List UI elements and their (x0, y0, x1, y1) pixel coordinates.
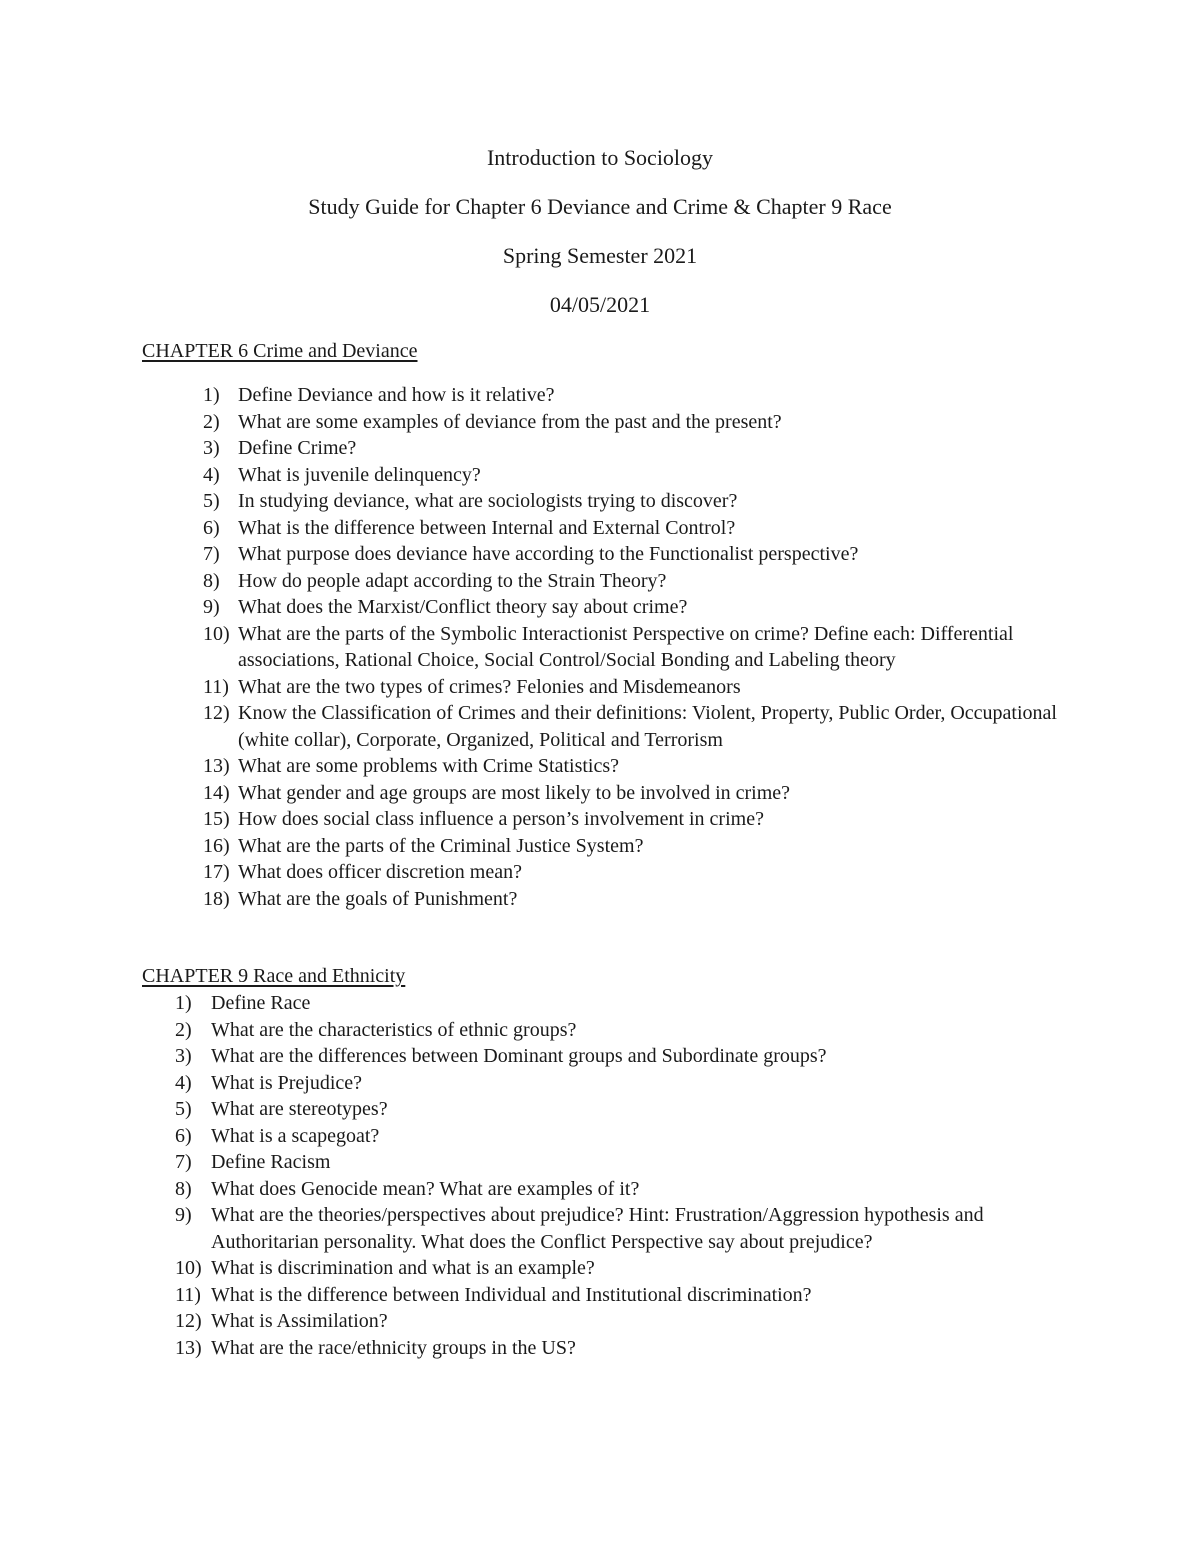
question-item (203, 780, 1063, 807)
question-text: What does Genocide mean? What are examples of it? (211, 1177, 640, 1200)
question-item (175, 1017, 1055, 1044)
question-text: In studying deviance, what are sociologists trying to discover? (238, 490, 738, 512)
question-text: What is the difference between Internal and External Control? (238, 516, 736, 539)
question-text: What is discrimination and what is an example? (211, 1257, 595, 1279)
question-item (175, 1202, 1055, 1255)
question-text: What gender and age groups are most likely to be involved in crime? (238, 781, 791, 804)
question-item (203, 674, 1063, 701)
question-item (175, 1123, 1055, 1150)
question-number: 3) (175, 1045, 192, 1067)
question-number: 6) (175, 1124, 192, 1147)
question-number: 3) (203, 437, 220, 459)
question-text: What is a scapegoat? (211, 1124, 380, 1147)
question-item (175, 1096, 1055, 1123)
question-text: What are the race/ethnicity groups in the US? (211, 1336, 576, 1359)
question-item (203, 409, 1063, 436)
chapter9-heading: CHAPTER 9 Race and Ethnicity (142, 965, 406, 987)
question-text: What does officer discretion mean? (238, 861, 522, 883)
question-number: 9) (203, 596, 220, 618)
question-item (175, 1149, 1055, 1176)
question-number: 7) (203, 543, 220, 565)
question-text: How does social class influence a person’s involvement in crime? (238, 808, 764, 830)
question-text: What are the parts of the Symbolic Interactionist Perspective on crime? Define each: Differential associations, Rational Choice, Social Control/Social Bonding and Labeling theory (238, 622, 1014, 671)
question-item (203, 568, 1063, 595)
question-number: 1) (203, 384, 220, 406)
question-text: What are the theories/perspectives about prejudice? Hint: Frustration/Aggression hypothesis and Authoritarian personality. What does the Conflict Perspective say about prejudice? (211, 1204, 984, 1253)
question-item (203, 753, 1063, 780)
question-number: 13) (175, 1336, 202, 1359)
question-text: What is juvenile delinquency? (238, 463, 481, 486)
question-number: 1) (175, 992, 192, 1014)
question-number: 12) (175, 1310, 202, 1332)
question-number: 15) (203, 808, 230, 830)
question-item (203, 462, 1063, 489)
question-item (203, 594, 1063, 621)
question-item (175, 990, 1055, 1017)
question-item (175, 1255, 1055, 1282)
question-text: What are the characteristics of ethnic groups? (211, 1018, 577, 1041)
question-item (175, 1176, 1055, 1203)
question-item (203, 435, 1063, 462)
semester: Spring Semester 2021 (502, 243, 698, 268)
course-title: Introduction to Sociology (486, 145, 714, 170)
question-text: What are stereotypes? (211, 1098, 388, 1120)
question-number: 6) (203, 516, 220, 539)
question-number: 2) (175, 1018, 192, 1041)
question-number: 8) (203, 569, 220, 592)
question-item (203, 488, 1063, 515)
question-item (203, 886, 1063, 913)
question-item (175, 1070, 1055, 1097)
chapter6-heading: CHAPTER 6 Crime and Deviance (142, 340, 418, 362)
question-number: 14) (203, 781, 230, 804)
question-text: What purpose does deviance have according to the Functionalist perspective? (238, 543, 859, 565)
question-number: 4) (203, 463, 220, 486)
question-number: 8) (175, 1177, 192, 1200)
question-number: 4) (175, 1071, 192, 1094)
question-item (175, 1043, 1055, 1070)
question-text: What is Prejudice? (211, 1071, 363, 1094)
question-text: What is the difference between Individual and Institutional discrimination? (211, 1283, 812, 1306)
question-text: What does the Marxist/Conflict theory say about crime? (238, 596, 688, 618)
question-number: 10) (203, 622, 230, 645)
question-text: What are the two types of crimes? Felonies and Misdemeanors (238, 675, 741, 698)
question-number: 16) (203, 834, 230, 857)
question-item (203, 700, 1063, 753)
question-text: What is Assimilation? (211, 1310, 388, 1332)
question-number: 7) (175, 1151, 192, 1173)
document-date: 04/05/2021 (549, 292, 651, 317)
question-number: 9) (175, 1204, 192, 1226)
question-text: What are some problems with Crime Statistics? (238, 755, 620, 777)
question-text: Define Deviance and how is it relative? (238, 384, 555, 406)
question-number: 10) (175, 1257, 202, 1279)
question-number: 18) (203, 887, 230, 910)
question-item (175, 1308, 1055, 1335)
question-item (175, 1282, 1055, 1309)
question-text: What are the parts of the Criminal Justice System? (238, 834, 644, 857)
question-item (203, 515, 1063, 542)
question-item (203, 859, 1063, 886)
question-number: 12) (203, 702, 230, 724)
question-number: 5) (203, 490, 220, 512)
question-text: What are some examples of deviance from the past and the present? (238, 410, 782, 433)
question-number: 11) (175, 1283, 201, 1306)
question-number: 11) (203, 675, 229, 698)
question-item (203, 541, 1063, 568)
question-item (175, 1335, 1055, 1362)
chapter6-question-list (203, 382, 1063, 912)
question-item (203, 833, 1063, 860)
chapter9-question-list (175, 990, 1055, 1361)
question-text: What are the differences between Dominant groups and Subordinate groups? (211, 1045, 827, 1067)
question-text: Define Crime? (238, 437, 357, 459)
question-item (203, 621, 1063, 674)
question-number: 2) (203, 410, 220, 433)
question-text: Know the Classification of Crimes and their definitions: Violent, Property, Public Order, Occupational (white collar), Corporate, Organized, Political and Terrorism (238, 702, 1057, 751)
question-number: 13) (203, 755, 230, 777)
question-text: Define Race (211, 992, 311, 1014)
question-number: 5) (175, 1098, 192, 1120)
question-number: 17) (203, 861, 230, 883)
question-item (203, 382, 1063, 409)
question-text: Define Racism (211, 1151, 331, 1173)
question-text: How do people adapt according to the Strain Theory? (238, 569, 667, 592)
guide-title: Study Guide for Chapter 6 Deviance and Crime & Chapter 9 Race (308, 194, 892, 219)
question-text: What are the goals of Punishment? (238, 887, 518, 910)
question-item (203, 806, 1063, 833)
